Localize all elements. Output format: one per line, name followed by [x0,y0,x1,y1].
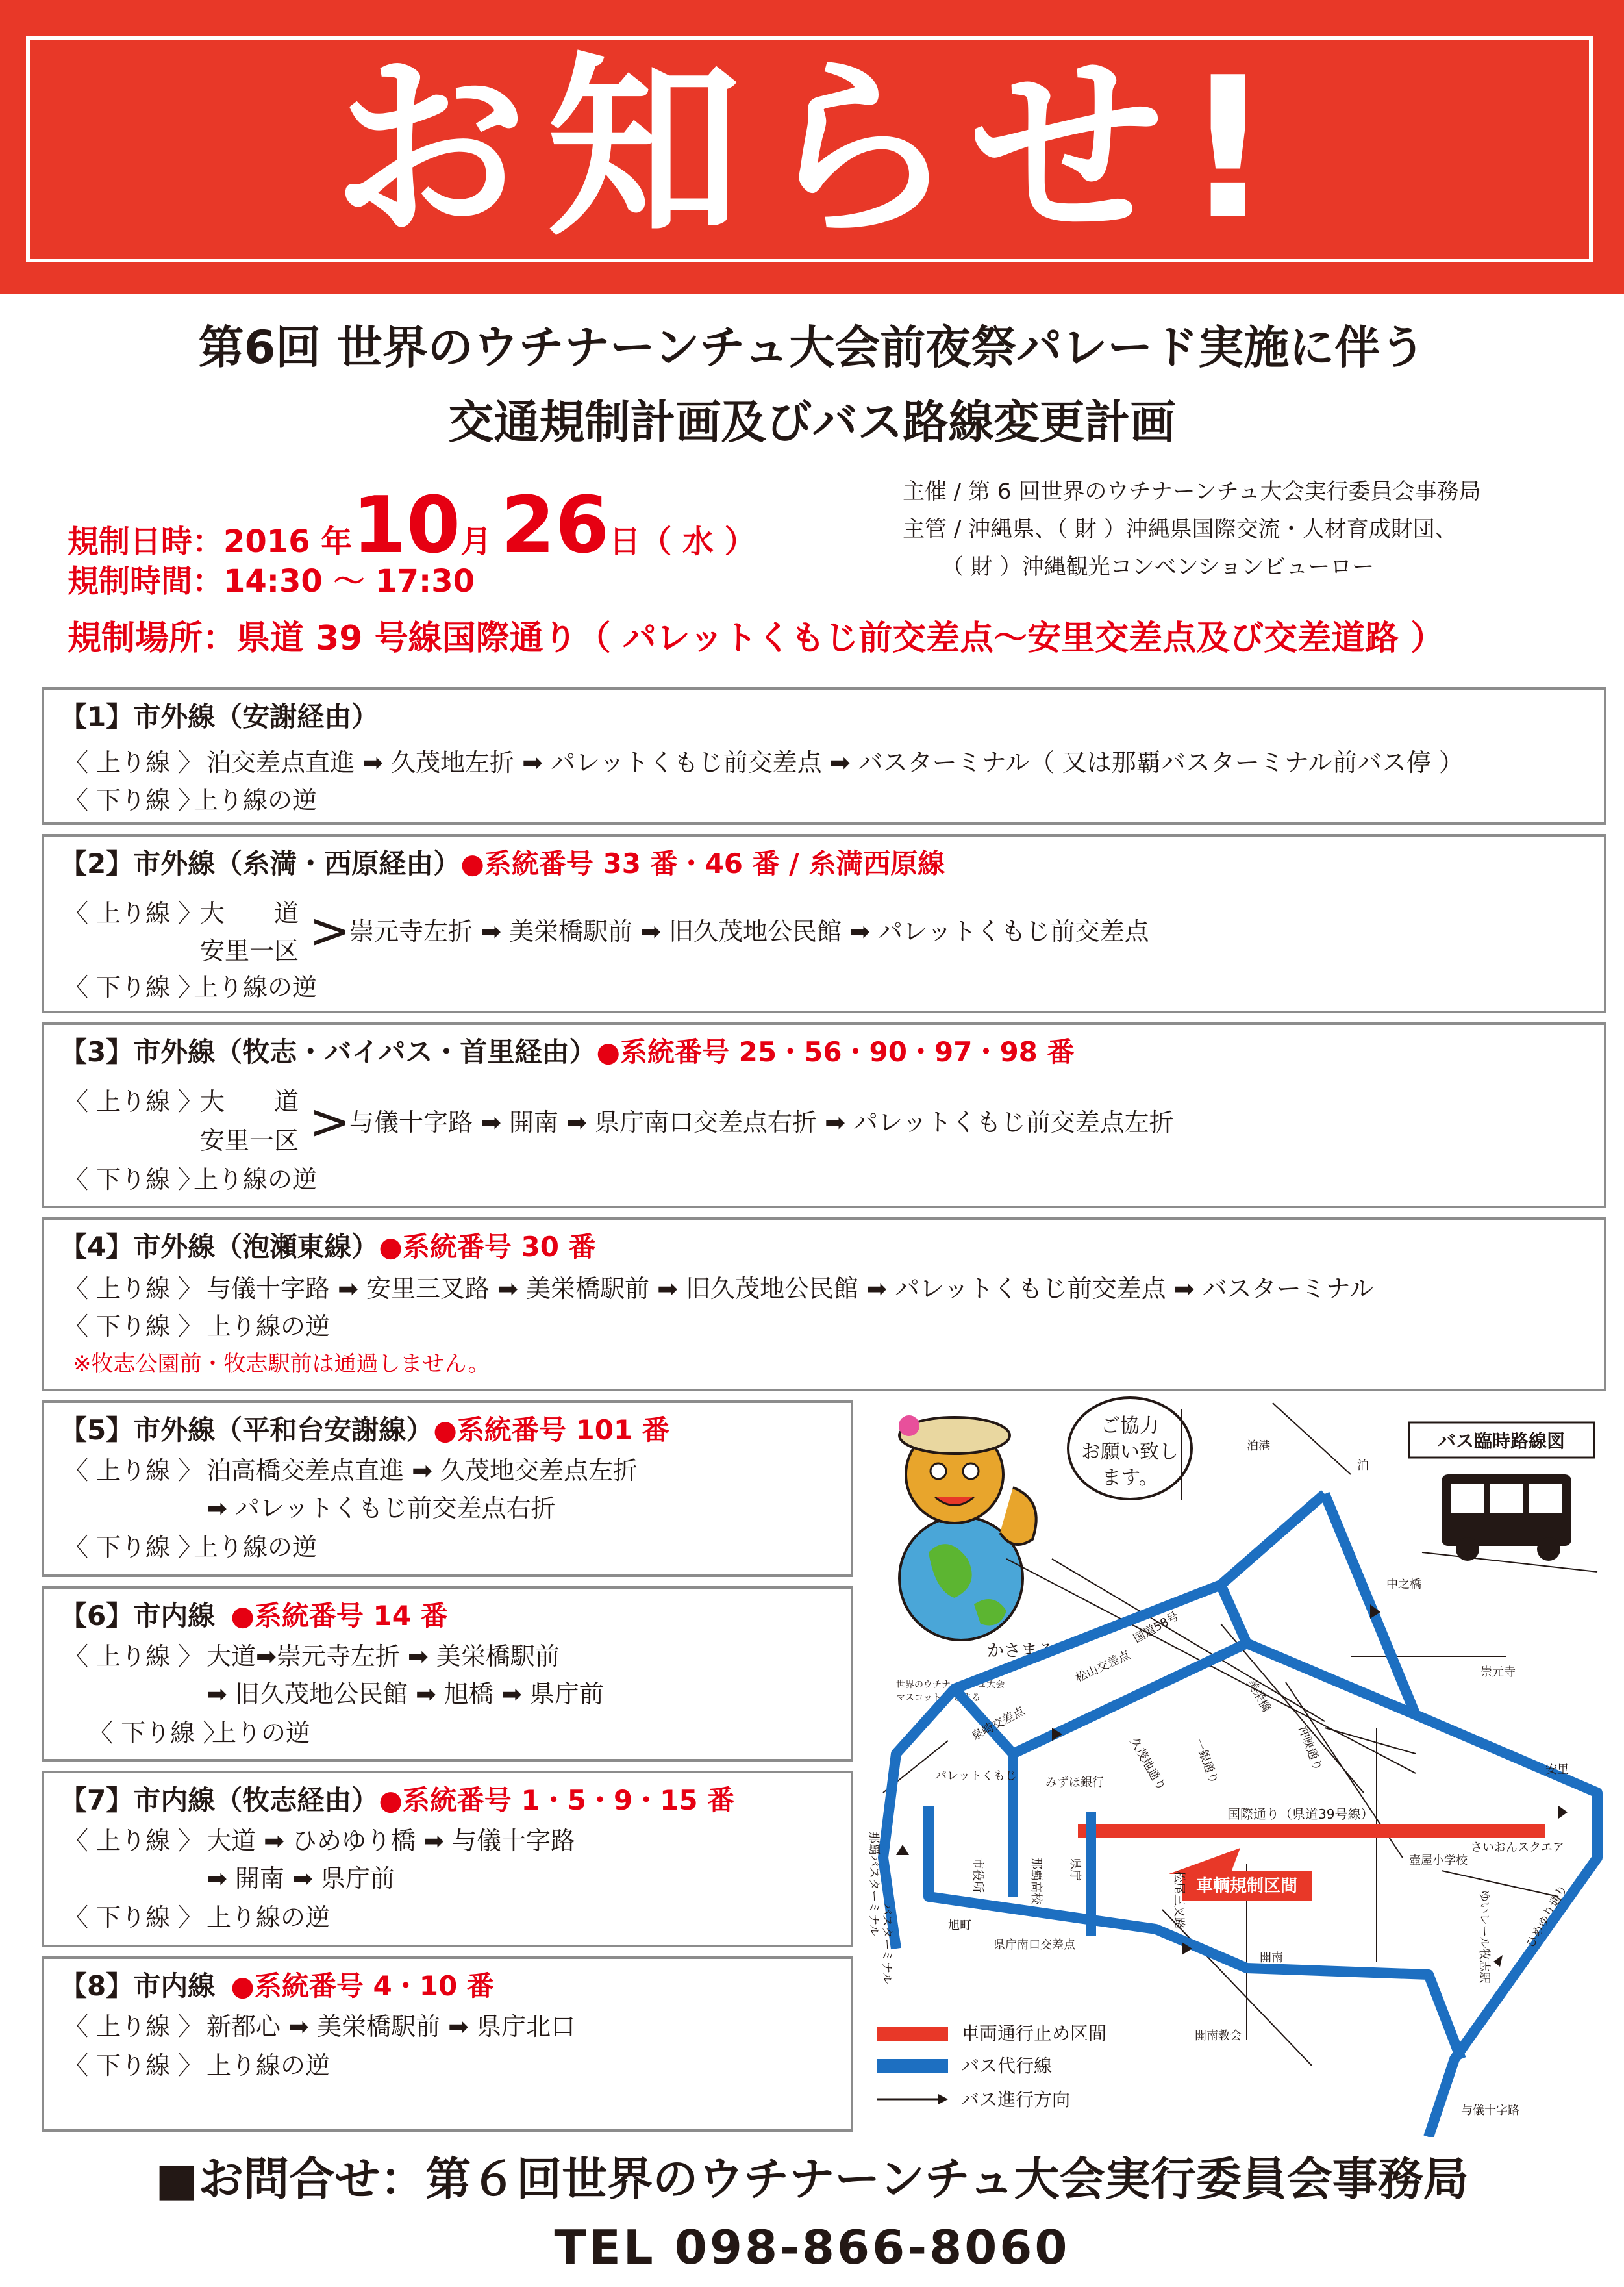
up-label: 〈 上り線 〉 [64,1274,203,1303]
down-route: 上り線の逆 [206,1903,331,1932]
up-route: 泊高橋交差点直進 ➡ 久茂地交差点左折 [206,1456,638,1485]
place-naha-bus: 那覇バスターミナル [867,1832,881,1937]
down-label: 〈 下り線 〉 [88,1719,228,1747]
down-label: 〈 下り線 〉 [64,973,203,1002]
bus-icon [1442,1474,1571,1561]
mascot-name: かさまる [987,1641,1055,1661]
legend-label-detour: バス代行線 [961,2055,1053,2077]
place-tomari-port: 泊港 [1247,1439,1270,1453]
date-label: 規制日時：2016 年 [68,524,353,560]
date-day-unit: 日（ 水 ） [609,524,756,560]
route-title [60,844,945,883]
route-title-text: 【1】市外線（安謝経由） [60,701,379,733]
route-title [60,1967,494,2006]
route-title-text: 【5】市外線（平和台安謝線） [60,1414,434,1446]
date-day: 26 [501,481,610,571]
road-label: 国際通り（県道39号線） [1227,1806,1374,1822]
down-route: 上り線の逆 [194,973,318,1002]
route-tag: ●系統番号 1・5・9・15 番 [379,1784,735,1816]
route-title-text: 【8】市内線 [60,1970,216,2002]
down-label: 〈 下り線 〉 [64,1165,203,1194]
place-tomari: 泊 [1357,1459,1369,1472]
route-box-3 [42,1022,1606,1208]
place-izumizaki: 泉崎交差点 [969,1704,1027,1744]
origin-2: 安里一区 [200,937,299,965]
origin-1: 大 道 [200,899,299,928]
place-bus-terminal: バスターミナル [880,1903,893,1985]
route-title-text: 【4】市外線（泡瀬東線） [60,1231,379,1263]
down-route: 上り線の逆 [194,786,318,815]
merge-bracket: > [309,1093,351,1150]
merge-bracket: > [309,902,351,959]
route-title-text: 【3】市外線（牧志・バイパス・首里経由） [60,1036,597,1068]
route-title [60,1597,448,1636]
route-box-2 [42,834,1606,1013]
down-route: 上り線の逆 [206,1312,331,1341]
place-mizuho: みずほ銀行 [1045,1776,1104,1789]
speech-line-2: お願い致し [1081,1441,1179,1463]
up-route: 与儀十字路 ➡ 安里三叉路 ➡ 美栄橋駅前 ➡ 旧久茂地公民館 ➡ パレットくもじ前交差点 ➡ バスターミナル [206,1274,1374,1303]
route-box-1 [42,687,1606,825]
place-kencho-south: 県庁南口交差点 [993,1938,1075,1952]
up-route: 大道 ➡ ひめゆり橋 ➡ 与儀十字路 [206,1826,575,1855]
contact-tel: TEL 098-866-8060 [554,2220,1070,2275]
down-route: 上り線の逆 [206,2051,331,2080]
place-naha-hs: 那覇高校 [1029,1858,1043,1904]
route-title [60,1228,596,1267]
up-label: 〈 上り線 〉 [64,748,203,777]
place-palette: パレットくもじ [935,1769,1017,1783]
down-label: 〈 下り線 〉 [64,786,203,815]
organizer-line-3: （ 財 ）沖縄観光コンベンションビューロー [942,554,1375,580]
route-tag: ●系統番号 25・56・90・97・98 番 [596,1036,1075,1068]
place-kaiinan-church: 開南教会 [1195,2029,1242,2043]
title-line-2: 交通規制計画及びバス路線変更計画 [448,396,1176,449]
origin-1: 大 道 [200,1087,299,1116]
title-line-1: 第6回 世界のウチナーンチュ大会前夜祭パレード実施に伴う [198,321,1426,374]
down-route: 上り線の逆 [194,1165,318,1194]
route-box-7 [42,1771,853,1947]
route-title [60,698,379,737]
map-title: バス臨時路線図 [1437,1430,1566,1452]
map-legend [877,2023,1106,2110]
up-label: 〈 上り線 〉 [64,1642,203,1671]
place-yogi: 与儀十字路 [1461,2104,1519,2117]
speech-line-3: ます。 [1101,1467,1158,1489]
up-route: 泊交差点直進 ➡ 久茂地左折 ➡ パレットくもじ前交差点 ➡ バスターミナル（ 又は那覇バスターミナル前バス停 ） [206,748,1464,777]
route-tag: ●系統番号 101 番 [433,1414,669,1446]
place-mienbashi: 美栄橋 [1243,1677,1273,1715]
down-label: 〈 下り線 〉 [64,1903,203,1932]
date-month: 10 [352,481,461,571]
down-route: 上り線の逆 [194,1533,318,1561]
place-asahibashi: 旭町 [948,1919,971,1932]
organizer-line-1: 主催 / 第 6 回世界のウチナーンチュ大会実行委員会事務局 [903,479,1481,505]
organizer-line-2: 主管 / 沖縄県、（ 財 ）沖縄県国際交流・人材育成財団、 [903,516,1457,542]
route-box-4 [42,1217,1606,1391]
place-kaiinan: 開南 [1260,1951,1283,1965]
up-route: 新都心 ➡ 美栄橋駅前 ➡ 県庁北口 [206,2012,575,2041]
schedule-place: 規制場所：県道 39 号線国際通り（ パレットくもじ前交差点〜安里交差点及び交差道路 ） [68,619,1445,658]
place-kumoji-ave: 久茂地通り [1127,1736,1168,1793]
route-tag: ●系統番号 33 番・46 番 / 糸満西原線 [460,848,945,879]
route-title [60,1033,1075,1072]
legend-arrow-head [938,2094,948,2104]
route-tag: ●系統番号 4・10 番 [231,1970,494,2002]
up-route-cont: ➡ パレットくもじ前交差点右折 [206,1494,556,1523]
place-sogenji: 崇元寺 [1480,1665,1516,1679]
place-okieidori: 沖映通り [1295,1724,1325,1773]
up-route: 大道➡崇元寺左折 ➡ 美栄橋駅前 [206,1642,560,1671]
up-label: 〈 上り線 〉 [64,1826,203,1855]
route-title-text: 【2】市外線（糸満・西原経由） [60,848,461,879]
place-makishi: ゆいレール牧志駅 [1477,1890,1491,1984]
route-title-text: 【6】市内線 [60,1600,216,1632]
place-shiyakusho: 市役所 [971,1858,984,1893]
up-route: 崇元寺左折 ➡ 美栄橋駅前 ➡ 旧久茂地公民館 ➡ パレットくもじ前交差点 [349,917,1149,946]
mascot-caption-2: マスコット かさまる [896,1693,981,1703]
place-route58: 国道58号 [1131,1609,1182,1647]
route-tag: ●系統番号 30 番 [379,1231,596,1263]
route-title [60,1781,734,1820]
mascot-illustration [899,1415,1036,1640]
place-ichigin: 一銀通り [1192,1737,1221,1786]
route-title [60,1411,669,1450]
down-route: 上りの逆 [212,1719,311,1747]
speech-line-1: ご協力 [1101,1415,1159,1437]
legend-label-closed: 車両通行止め区間 [961,2023,1107,2044]
callout-arrow [1169,1848,1240,1874]
bus-route-map [857,1390,1604,2137]
down-label: 〈 下り線 〉 [64,1312,203,1341]
route-box-6 [42,1586,853,1762]
contact-line: ■お問合せ：第６回世界のウチナーンチュ大会実行委員会事務局 [155,2153,1469,2206]
up-label: 〈 上り線 〉 [64,1456,203,1485]
up-label: 〈 上り線 〉 [64,2012,203,2041]
legend-swatch-closed [877,2027,948,2041]
mascot-caption-1: 世界のウチナーンチュ大会 [896,1680,1005,1690]
up-route-cont: ➡ 開南 ➡ 県庁前 [206,1864,395,1893]
place-kencho: 県庁 [1068,1858,1082,1881]
route-note: ※牧志公園前・牧志駅前は通過しません。 [73,1351,490,1377]
up-route: 与儀十字路 ➡ 開南 ➡ 県庁南口交差点右折 ➡ パレットくもじ前交差点左折 [349,1108,1174,1137]
restriction-label: 車輌規制区間 [1195,1876,1298,1896]
place-nakanohashi: 中之橋 [1386,1578,1421,1591]
down-label: 〈 下り線 〉 [64,1533,203,1561]
origin-2: 安里一区 [200,1126,299,1155]
route-box-8 [42,1956,853,2132]
route-box-5 [42,1400,853,1577]
up-label: 〈 上り線 〉 [64,899,203,928]
date-month-unit: 月 [460,524,492,560]
place-himeyuri: ひめゆり通り [1523,1882,1571,1951]
restricted-section [1078,1824,1545,1838]
route-tag: ●系統番号 14 番 [231,1600,448,1632]
place-saion: さいおんスクエア [1471,1841,1564,1854]
place-matsuyama: 松山交差点 [1073,1648,1132,1686]
up-route-cont: ➡ 旧久茂地公民館 ➡ 旭橋 ➡ 県庁前 [206,1680,604,1708]
down-label: 〈 下り線 〉 [64,2051,203,2080]
place-matsuo: 松尾三叉路 [1172,1871,1186,1929]
legend-label-direction: バス進行方向 [961,2089,1071,2110]
header-title: お知らせ! [332,36,1292,262]
route-title-text: 【7】市内線（牧志経由） [60,1784,379,1816]
place-tsubogawa: 壺屋小学校 [1409,1854,1468,1867]
schedule-time: 規制時間：14:30 〜 17:30 [68,563,475,600]
up-label: 〈 上り線 〉 [64,1087,203,1116]
legend-swatch-detour [877,2059,948,2073]
place-asato: 安里 [1545,1763,1569,1776]
